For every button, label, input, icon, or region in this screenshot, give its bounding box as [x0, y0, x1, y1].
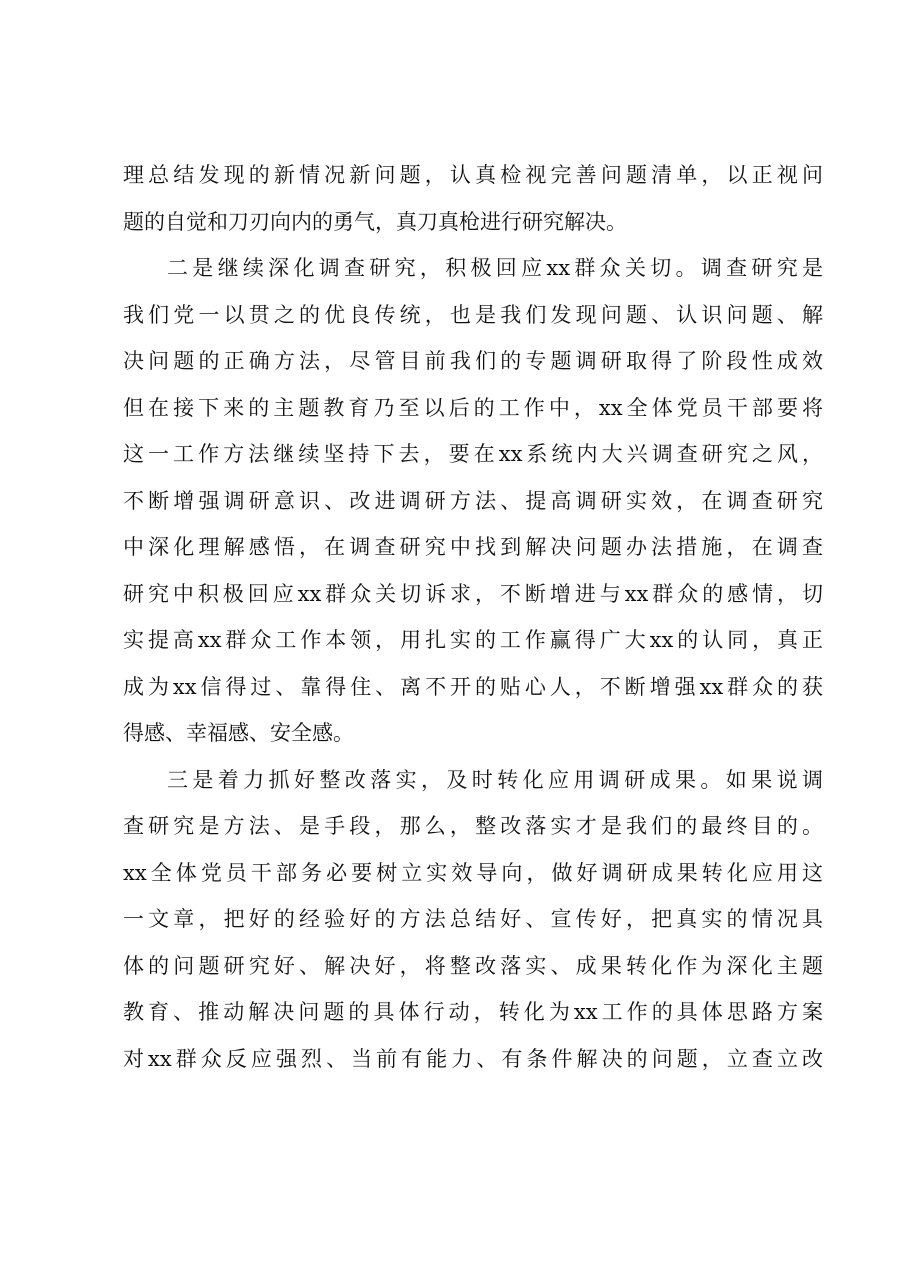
text-line: 理总结发现的新情况新问题，认真检视完善问题清单，以正视问 — [123, 163, 823, 187]
text-line: 对xx群众反应强烈、当前有能力、有条件解决的问题，立查立改 — [123, 1046, 823, 1071]
paragraph-1 — [123, 164, 823, 257]
text-line: 教育、推动解决问题的具体行动，转化为xx工作的具体思路方案 — [123, 1000, 823, 1024]
text-line: 实提高xx群众工作本领，用扎实的工作赢得广大xx的认同，真正 — [123, 628, 823, 652]
text-line: 得感、幸福感、安全感。 — [123, 721, 354, 745]
text-line: 这一工作方法继续坚持下去，要在xx系统内大兴调查研究之风， — [123, 442, 823, 466]
text-line: 一文章，把好的经验好的方法总结好、宣传好，把真实的情况具 — [123, 907, 823, 931]
text-line: xx全体党员干部务必要树立实效导向，做好调研成果转化应用这 — [123, 860, 823, 885]
text-line: 查研究是方法、是手段，那么，整改落实才是我们的最终目的。 — [123, 814, 823, 838]
text-line: 中深化理解感悟，在调查研究中找到解决问题办法措施，在调查 — [123, 535, 823, 559]
paragraph-2 — [123, 257, 823, 769]
paragraph-3 — [123, 769, 823, 1095]
text-line: 二是继续深化调查研究，积极回应xx群众关切。调查研究是 — [167, 256, 823, 280]
text-line: 三是着力抓好整改落实，及时转化应用调研成果。如果说调 — [167, 767, 823, 792]
text-line: 题的自觉和刀刃向内的勇气，真刀真枪进行研究解决。 — [123, 209, 627, 234]
document-body — [123, 164, 823, 1094]
text-line: 研究中积极回应xx群众关切诉求，不断增进与xx群众的感情，切 — [123, 581, 823, 606]
text-line: 不断增强调研意识、改进调研方法、提高调研实效，在调查研究 — [123, 488, 823, 513]
text-line: 我们党一以贯之的优良传统，也是我们发现问题、认识问题、解 — [123, 302, 823, 327]
text-line: 体的问题研究好、解决好，将整改落实、成果转化作为深化主题 — [123, 953, 823, 978]
text-line: 成为xx信得过、靠得住、离不开的贴心人，不断增强xx群众的获 — [123, 674, 823, 699]
text-line: 但在接下来的主题教育乃至以后的工作中，xx全体党员干部要将 — [123, 395, 823, 420]
text-line: 决问题的正确方法，尽管目前我们的专题调研取得了阶段性成效 — [123, 349, 823, 373]
